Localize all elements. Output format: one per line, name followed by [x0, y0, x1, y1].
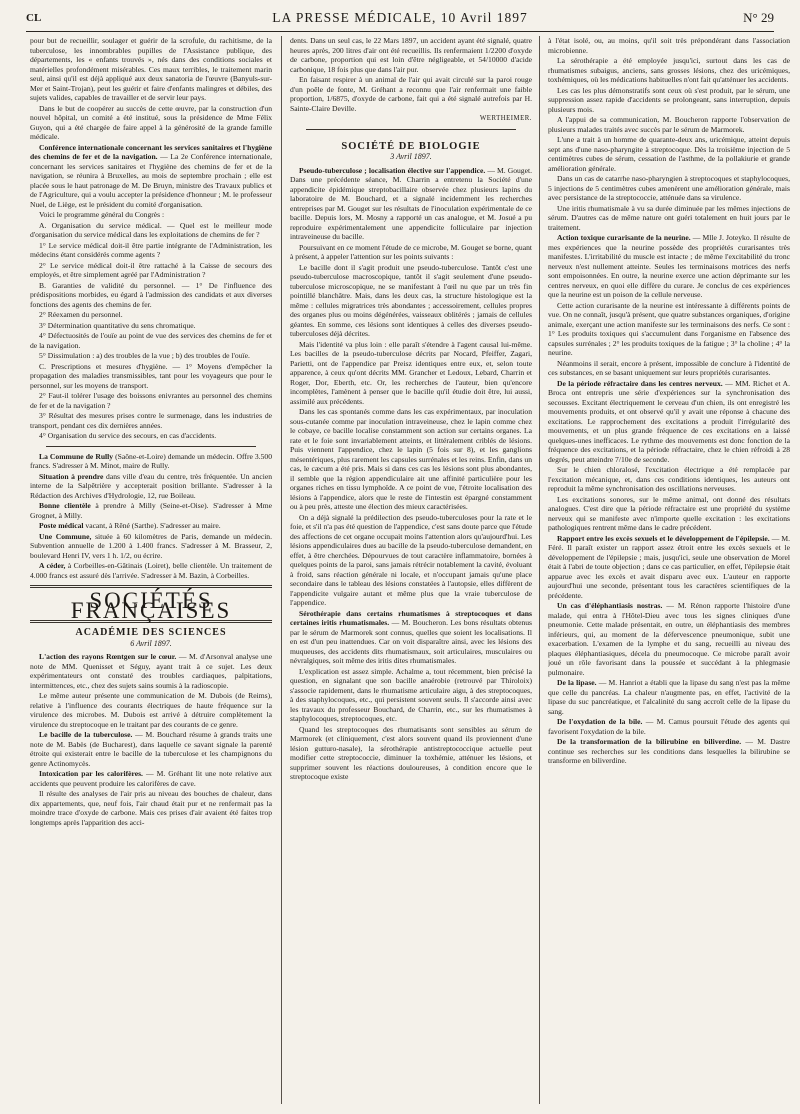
article-title: Pseudo-tuberculose ; localisation élective sur l'appendice.	[299, 165, 486, 175]
paragraph: Les cas les plus démonstratifs sont ceux où s'est produit, par le sérum, une suppression assez rapide d'accidents se prolongeant, sans interruption, depuis plusieurs mois.	[548, 85, 790, 114]
article-text: — M. d'Arsonval analyse une note de MM. Quenisset et Séguy, ayant trait à ce sujet. Les deux expérimentateurs ont constaté des troubles cardiaques, palpitations, intermittences, etc., chez des sujets sains soumis à la radioscopie.	[30, 652, 272, 690]
paragraph: Il résulte des analyses de l'air pris au niveau des bouches de chaleur, dans dix appartements, que, neuf fois, l'air chaud était pur et ne renfermait pas la moindre trace d'oxyde de carbone. Mais ces prises d'air avaient été faites trop longtemps après l'apparition des acci-	[30, 789, 272, 827]
notice-poste	[30, 521, 272, 531]
notice-title: Poste médical	[39, 521, 84, 530]
column-3	[548, 36, 790, 1104]
divider	[306, 129, 516, 130]
article-title: L'action des rayons Rœntgen sur le cœur.	[39, 652, 177, 661]
society-title: ACADÉMIE DES SCIENCES	[75, 627, 227, 638]
article-title: De la période réfractaire dans les centres nerveux.	[557, 378, 723, 388]
article-conference	[30, 143, 272, 210]
notice-text: à prendre à Milly (Seine-et-Oise). S'adresser à Mme Grognet, à Milly.	[30, 501, 272, 520]
paragraph: Néanmoins il serait, encore à présent, impossible de conclure à l'identité de ces substances, en se basant uniquement sur leurs propriétés curarisantes.	[548, 358, 790, 377]
article-text: — M. Gréhant lit une note relative aux accidents que peuvent produire les calorifères de cave.	[30, 769, 272, 788]
programme-item: 3° Détermination quantitative du sens chromatique.	[39, 320, 196, 330]
notice-title: Bonne clientèle	[39, 501, 91, 510]
notice-ceder	[30, 561, 272, 580]
paragraph: Sur le chien chloralosé, l'excitation électrique a été remplacée par l'excitation mécanique, et, dans ces conditions identiques, les auteurs ont reproduit la même synchronisation des oscillations nerveuses.	[548, 465, 790, 493]
column-1	[30, 36, 272, 1104]
article-text: — M. Gouget. Dans une précédente séance, M. Charrin a entretenu la Société d'une appendicite épidémique streptobacillaire observée chez plusieurs lapins du laboratoire de M. Bouchard, et a signalé incidemment les recherches entreprises par M. Gouget sur les résultats de l'inoculation expérimentale de ce bacille. Depuis lors, M. Mosny a rapporté un cas analogue, et M. Josué a pu reproduire expérimentalement une appendicite folliculaire par injection intraveineuse du bacille.	[290, 165, 532, 241]
notice-situation	[30, 472, 272, 501]
article-title: Intoxication par les calorifères.	[39, 769, 143, 778]
article-text: — M. Féré. Il paraît exister un rapport assez étroit entre les excès sexuels et le développement de l'épilepsie ; mais, jusqu'ici, seule une observation de Morel était à l'abri de toute objection ; dans ce cas particulier, en effet, l'épilepsie était apparue avec les excès et avait disparu avec eux. L'auteur en rapporte aujourd'hui une seconde, présentant tous les caractères scientifiques de la précédente.	[548, 533, 790, 600]
article-title: Un cas d'éléphantiasis nostras.	[557, 601, 663, 610]
paragraph: Cette action curarisante de la neurine est intéressante à différents points de vue. On ne connaît, jusqu'à présent, que quatre substances organiques, d'origine animale, exerçant une action manifeste sur les terminaisons des nerfs. Ce sont : 1° Les produits toxiques qui s'accumulent dans l'organisme en l'absence des capsules surrénales ; 2° les produits toxiques de la fatigue ; 3° la choline ; 4° la neurine.	[548, 300, 790, 357]
article-pseudo-tuberculose	[290, 166, 532, 242]
session-date: 3 Avril 1897.	[390, 152, 432, 161]
paragraph: On a déjà signalé la prédilection des pseudo-tuberculoses pour la rate et le foie, et s'il n'a pas été question de l'appendice, c'est sans doute parce que l'étude des affections de cet organe occupait moins l'attention alors qu'aujourd'hui. Les lésions appendiculaires dues au bacille de la pseudo-tuberculose demandent, en effet, à être cherchées. Dépourvues de tout caractère inflammatoire, bornées à quelques points de la paroi, sans jamais rétrécir notablement la cavité, évoluant à froid, sans réaction générale ni locale, et n'occupant jamais qu'une place secondaire dans le tableau des lésions constatées à l'autopsie, elles diffèrent de l'appendicite vulgaire autant et même plus que la vraie tuberculose de l'appendice.	[290, 512, 532, 607]
paragraph: Dans un cas de catarrhe naso-pharyngien à streptocoques et staphylocoques, 5 injections de 5 centimètres cubes amenèrent une amélioration générale, mais avec persistance de la streptococcie, atténuée dans sa virulence.	[548, 174, 790, 202]
programme-item: 2° Réexamen du personnel.	[39, 310, 123, 319]
notice-text: dans ville d'eau du centre, très fréquentée. Un ancien interne de la Salpêtrière y accepterait position brillante. S'adresser à la Rédaction des Archives d'Hydrologie, 12, rue Boileau.	[30, 471, 272, 500]
session-date: 6 Avril 1897.	[130, 638, 172, 648]
header-left-mark: CL	[26, 12, 42, 24]
paragraph: Voici le programme général du Congrès :	[39, 210, 165, 219]
notice-title: La Commune de Rully	[39, 451, 114, 461]
article-bilirubine	[548, 737, 790, 766]
article-lipase	[548, 678, 790, 716]
article-text: — M. Camus poursuit l'étude des agents qui favorisent l'oxydation de la bile.	[548, 717, 790, 736]
article-title: Conférence internationale concernant les services sanitaires et l'hygiène des chemins de fer et de la navigation.	[30, 142, 272, 161]
paragraph: dents. Dans un seul cas, le 22 Mars 1897, un accident ayant été signalé, quatre heures après, 200 litres d'air ont été recueillis. Ils renfermaient 1/2200 d'oxyde de carbone, proportion qui est loin d'être négligeable, et 54/10000 d'acide carbonique, 18 fois plus que dans l'air pur.	[290, 36, 532, 74]
paragraph: Le même auteur présente une communication de M. Dubois (de Reims), relative à l'influence des courants électriques de haute fréquence sur la virulence des microbes. M. Dubois est arrivé à détruire complètement la virulence du streptocoque en le traitant par des courants de ce genre.	[30, 691, 272, 729]
column-divider	[539, 36, 540, 1104]
notice-title: Une Commune,	[39, 531, 92, 541]
article-title: Rapport entre les excès sexuels et le développement de l'épilepsie.	[557, 533, 770, 543]
article-bacille	[30, 730, 272, 768]
article-text: — La 2e Conférence internationale, concernant les services sanitaires et l'hygiène des chemins de fer et de la navigation, se réunira à Bruxelles, au mois de septembre prochain ; elle est placée sous le haut patronage de M. De Bruyn, ministre des Travaux publics et de l'Agriculture, qui a voulu accepter la présidence d'honneur ; M. le professeur Nuel, de Liège, est le président du comité d'organisation.	[30, 152, 272, 209]
programme-item: C. Prescriptions et mesures d'hygiène. — 1° Moyens d'empêcher la propagation des maladies transmissibles, tant pour les voyageurs que pour le personnel, sur les moyens de transport.	[30, 361, 272, 390]
article-epilepsie	[548, 534, 790, 601]
notice-title: A céder,	[39, 561, 66, 570]
article-title: Le bacille de la tuberculose.	[39, 730, 133, 739]
article-text: — M. Dastre continue ses recherches sur les conditions dans lesquelles la bilirubine se transforme en biliverdine.	[548, 737, 790, 765]
article-title: De la lipase.	[557, 678, 597, 687]
notice-clientele	[30, 501, 272, 520]
paragraph: L'explication est assez simple. Achalme a, tout récemment, bien précisé la question, en signalant que son bacille anaérobie (retrouvé par Thiroloix) s'associe rapidement, dans le rhumatisme articulaire aigu, à des streptocoques, à des staphylocoques, etc., qui persistent souvent seuls. Il s'accorde ainsi avec les travaux du professeur Bouchard, de Charrin, etc., sur les rhumatismes à staphylocoques, streptocoques, etc.	[290, 666, 532, 723]
article-text: — M. Hanriot a établi que la lipase du sang n'est pas la même que celle du pancréas. La chaleur n'augmente pas, en effet, l'activité de la lipase du suc pancréatique, et l'alcalinité du sang accroît celle de la lipase du sang.	[548, 678, 790, 716]
notice-text: à Corbeilles-en-Gâtinais (Loiret), belle clientèle. Un traitement de 4.000 francs est assuré dès l'arrivée. S'adresser à M. Bazin, à Corbeilles.	[30, 561, 272, 580]
article-serotherapie	[290, 609, 532, 666]
column-divider	[281, 36, 282, 1104]
article-text: — M. Bouchard résume à grands traits une note de M. Babès (de Bucharest), dans laquelle ce savant signale la parenté étroite qui existerait entre le bacille de la tuberculose et les champignons du genre Actinomycès.	[30, 730, 272, 768]
header-rule	[26, 31, 774, 32]
paragraph: pour but de recueillir, soulager et guérir de la scrofule, du rachitisme, de la tuberculose, les innombrables pupilles de l'Assistance publique, des départements, les « enfants trouvés », nés dans des conditions sociales et matérielles profondément misérables. Ces maux terribles, le traitement marin seul, ainsi qu'il est déjà appliqué aux deux sanatoria de l'œuvre (Banyuls-sur-Mer et Saint-Trojan), peut les guérir et faire d'enfants malingres et débiles, des sujets valides, capables de travailler et de servir leur pays.	[30, 36, 272, 102]
programme-item: 2° Le service médical doit-il être rattaché à la Caisse de secours des employés, et être simplement agréé par l'Administration ?	[30, 260, 272, 279]
article-title: Action toxique curarisante de la neurine.	[557, 233, 691, 242]
programme-item: 4° Organisation du service des secours, en cas d'accidents.	[39, 431, 217, 440]
programme-item: B. Garanties de validité du personnel. — 1° De l'influence des prédispositions morbides, eu égard à l'admission des candidats et aux diverses fonctions des agents des chemins de fer.	[30, 280, 272, 309]
column-2	[290, 36, 532, 1104]
programme-item: A. Organisation du service médical. — Quel est le meilleur mode d'organisation du service médical dans les exploitations de chemins de fer ?	[30, 220, 272, 239]
section-title: SOCIÉTÉS FRANÇAISES	[70, 588, 232, 623]
divider	[46, 446, 256, 447]
paragraph: A l'appui de sa communication, M. Boucheron rapporte l'observation de plusieurs malades traités avec succès par le sérum de Marmorek.	[548, 115, 790, 134]
programme-item: 5° Dissimulation : a) des troubles de la vue ; b) des troubles de l'ouïe.	[39, 351, 250, 360]
programme-item: 2° Faut-il tolérer l'usage des boissons enivrantes au personnel des chemins de fer et de la navigation ?	[30, 391, 272, 410]
article-text: — MM. Richet et A. Broca ont entrepris une série d'expériences sur la synchronisation des secousses. Excitant électriquement le cerveau d'un chien, ils ont enregistré les mouvements produits, et ont observé qu'il y avait une réponse à chacune des excitations. Le rapprochement des excitations a produit l'irrégularité des mouvements, et un plus grande fréquence de ces excitations en a laissé quelques-unes inefficaces. Le rythme des mouvements est donc fonction de la fréquence des excitations, et la période réfractaire, chez le chien réfroidi à 28 degrés, peut atteindre 7/10e de seconde.	[548, 378, 790, 464]
paragraph: Mais l'identité va plus loin : elle paraît s'étendre à l'agent causal lui-même. Les bacilles de la pseudo-tuberculose décrits par Nocard, Pfeiffer, Zagari, Parietti, ont de l'appendice par Preisz identiques entre eux, et, selon toute apparence, à ceux qu'ont décrits MM. Grancher et Ledoux, Lebard, Charrin et Roger, Dor, Eberth, etc. Or, les recherches de l'auteur, bien qu'encore incomplètes, l'amènent à penser que le bacille qu'il étudie doit être, lui aussi, assimilé aux précédents.	[290, 339, 532, 406]
issue-number: N° 29	[743, 10, 774, 25]
journal-title: LA PRESSE MÉDICALE, 10 Avril 1897	[272, 10, 528, 25]
article-title: Sérothérapie dans certains rhumatismes à streptocoques et dans certaines iritis rhumatismales.	[290, 608, 532, 627]
paragraph: Poursuivant en ce moment l'étude de ce microbe, M. Gouget se borne, quant à présent, à appeler l'attention sur les points suivants :	[290, 242, 532, 261]
programme-item: 1° Le service médical doit-il être partie intégrante de l'Administration, les médecins étant considérés comme agents ?	[30, 240, 272, 259]
society-title: SOCIÉTÉ DE BIOLOGIE	[341, 140, 481, 152]
article-bile	[548, 717, 790, 736]
article-text: — M. Boucheron. Les bons résultats obtenus par le sérum de Marmorek sont connus, quelles que soient les localisations. Il en est d'un peu inattendues. Car on voit disparaître ainsi, avec les lésions des muqueuses, des accidents dits rhumatismaux, soit articulaires, musculaires ou névralgiques, soit même des iritis dites rhumatismales.	[290, 618, 532, 665]
article-rayons	[30, 652, 272, 690]
paragraph: En faisant respirer à un animal de l'air qui avait circulé sur la paroi rouge d'un poêle de fonte, M. Gréhant a reconnu que l'air renfermait une faible proportion, 1/6875, d'oxyde de carbone, fait qui a été signalé autrefois par H. Sainte-Claire Deville.	[290, 75, 532, 113]
programme-item: 3° Résultat des mesures prises contre le surmenage, dans les industries de transport, pendant ces dix dernières années.	[30, 411, 272, 430]
programme-item: 4° Défectuosités de l'ouïe au point de vue des services des chemins de fer et de la navigation.	[30, 331, 272, 350]
notice-text: située à 60 kilomètres de Paris, demande un médecin. Subvention annuelle de 1.200 à 1.400 francs. S'adresser à M. Brasseur, 2, boulevard Henri IV, vers 1 h. 1/2, ou écrire.	[30, 531, 272, 560]
article-text: — M. Rénon rapporte l'histoire d'une malade, qui entra à l'Hôtel-Dieu avec tous les signes cliniques d'une pneumonie. Cette malade présentait, en outre, un éléphantiasis des membres inférieurs, qui, au moment de la défervescence pneumonique, subit une exacerbation. L'examen de la lymphe et du sang, recueilli au niveau des plaques éléphantiasiques, décela du pneumocoque. Ce microbe paraît avoir joué un rôle favorisant dans la poussée et succédant à la phlegmasie pulmonaire.	[548, 601, 790, 677]
paragraph: Une iritis rhumatismale à vu sa durée diminuée par les mêmes injections de sérum. D'autres cas de même nature ont guéri totalement en huit jours par le traitement.	[548, 203, 790, 232]
author-signature: WERTHEIMER.	[479, 115, 532, 122]
paragraph: La sérothérapie a été employée jusqu'ici, surtout dans les cas de rhumatismes subaigus, anciens, sans grosses lésions, chez des uricémiques, toxhémiques, où les médications habituelles n'ont fait qu'atténuer les accidents.	[548, 56, 790, 84]
article-text: — Mlle J. Joteyko. Il résulte de mes expériences que la neurine possède des propriétés curarisantes très manifestes. L'irritabilité du muscle est intacte ; de même l'excitabilité du tronc nerveux n'est nullement atteinte. Seules les terminaisons motrices des nerfs sont empoisonnées. En outre, la neurine exerce une action déprimante sur les centres nerveux, en quoi elle diffère du curare. Je conclus de ces expériences que la neurine est un poison de la cellule nerveuse.	[548, 233, 790, 299]
notice-title: Situation à prendre	[39, 471, 104, 481]
article-elephantiasis	[548, 601, 790, 677]
page-header	[26, 6, 774, 30]
article-intoxication	[30, 769, 272, 788]
notice-text: (Saône-et-Loire) demande un médecin. Offre 3.500 francs. S'adresser à M. Minot, maire de Rully.	[30, 451, 272, 470]
paragraph: L'une a trait à un homme de quarante-deux ans, uricémique, atteint depuis sept ans d'une naso-pharyngite à streptocoque. Dès la troisième injection de 5 centimètres cubes de sérum, cessation de l'asthme, de la pollakiurie et grande amélioration générale.	[548, 135, 790, 173]
paragraph: Dans les cas spontanés comme dans les cas expérimentaux, par inoculation sous-cutanée comme par inoculation intraveineuse, chez le lapin comme chez le cobaye, ce bacille localise constamment son action sur certains organes. La rate et le foie sont invariablement atteints, et littéralement criblés de lésions. Puis viennent l'appendice, chez le lapin (5 fois sur 8), et les ganglions mésentériques, plus rarement les capsules surrénales et les reins. Enfin, dans un cas, le cæcum a été pris. Mais si dans ces cas les lésions sont plus abondantes, il semble que la région appendiculaire ait une affinité particulière pour les organes riches en tissu lymphoïde. A ce point de vue, l'étroite localisation des lésions à l'appendice, alors que le reste de l'intestin est épargné constamment ou à peu près, atteste une élection des mieux caractérisées.	[290, 407, 532, 511]
paragraph: Le bacille dont il s'agit produit une pseudo-tuberculose. Tantôt c'est une pseudo-tuberculose macroscopique, tantôt il s'agit seulement d'une pseudo-tuberculose microscopique, ne se manifestant à l'œil nu que par un très fin pointillé blanchâtre. Mais, dans les deux cas, la structure histologique est la même : cellules migratrices très abondantes ; accessoirement, cellules propres des organes plus ou moins dégénérées, vaisseaux oblitérés ; jamais de cellules géantes. En somme, ces lésions sont identiques à celles des diverses pseudo-tuberculoses déjà décrites.	[290, 262, 532, 338]
paragraph: à l'état isolé, ou, au moins, qu'il soit très prépondérant dans l'association microbienne.	[548, 36, 790, 55]
article-title: De la transformation de la bilirubine en biliverdine.	[557, 737, 742, 746]
notice-rully	[30, 452, 272, 471]
article-title: De l'oxydation de la bile.	[557, 717, 643, 726]
article-periode-refractaire	[548, 379, 790, 465]
paragraph: Les excitations sonores, sur le même animal, ont donné des résultats analogues. C'est dire que la période réfractaire est une propriété du système nerveux qui se manifeste avec n'importe quelle excitation : les excitations pathologiques rentrent même dans le cadre précédent.	[548, 494, 790, 532]
paragraph: Dans le but de coopérer au succès de cette œuvre, par la construction d'un nouvel hôpital, un comité a été institué, sous la présidence de Mme Félix Guyon, qui a été chargée de faire appel à la générosité de la grande famille médicale.	[30, 103, 272, 141]
notice-commune	[30, 532, 272, 561]
paragraph: Quand les streptocoques des rhumatisants sont sensibles au sérum de Marmorek (et cliniquement, c'est alors souvent quand ils proviennent d'une lésion gutturo-nasale), la sérothérapie antistreptococcique actuelle peut modifier cette streptococcie, diminuer la toxhémie, atténuer les lésions, et supprimer souvent les réactions douloureuses, à condition encore que le streptocoque existe	[290, 724, 532, 781]
article-neurine	[548, 233, 790, 300]
notice-text: vacant, à Rêné (Sarthe). S'adresser au maire.	[83, 521, 221, 530]
